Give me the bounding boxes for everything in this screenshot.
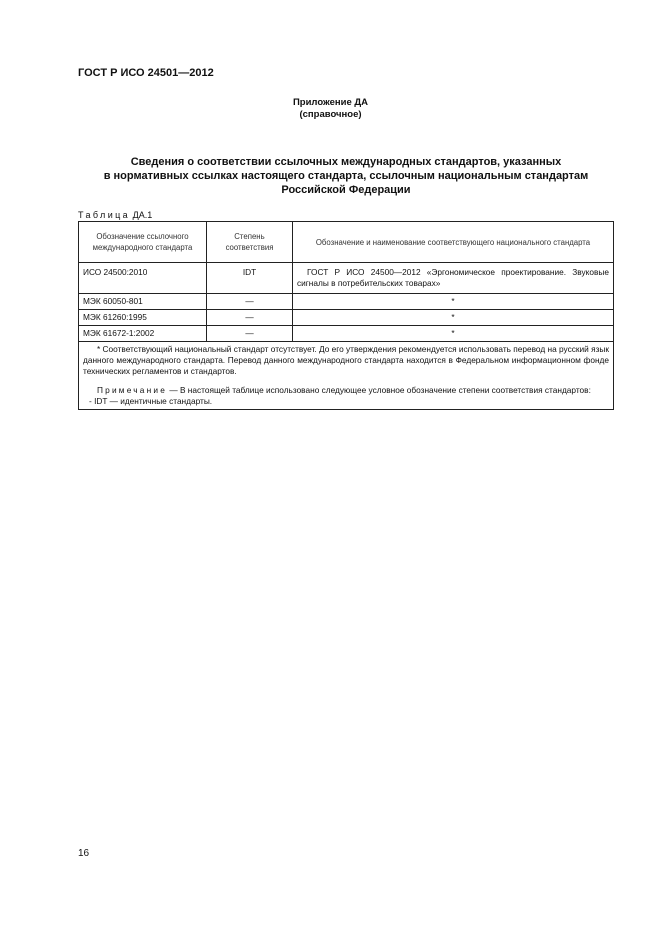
header-degree: Степень соответствия <box>207 222 293 263</box>
table-footnote: * Соответствующий национальный стандарт отсутствует. До его утверждения рекомендуется использовать перевод на русский язык данного международного стандарта. Перевод данного международного стандарта находится в Федеральном информационном фонде технических регламентов и стандартов. <box>83 344 609 376</box>
header-national-standard: Обозначение и наименование соответствующего национального стандарта <box>293 222 614 263</box>
cell-ref-standard: МЭК 60050-801 <box>79 294 207 310</box>
table-caption-id: ДА.1 <box>132 210 153 220</box>
section-title <box>78 155 614 197</box>
section-title-line: в нормативных ссылках настоящего стандарта, ссылочным национальным стандартам <box>103 170 589 182</box>
reference-table <box>78 221 614 410</box>
cell-ref-standard: ИСО 24500:2010 <box>79 263 207 294</box>
table-row <box>79 310 614 326</box>
cell-degree: — <box>207 326 293 342</box>
cell-national-standard: * <box>293 326 614 342</box>
cell-ref-standard: МЭК 61260:1995 <box>79 310 207 326</box>
page-number: 16 <box>78 848 90 859</box>
cell-degree: — <box>207 310 293 326</box>
note-text: — В настоящей таблице использовано следующее условное обозначение степени соответствия стандартов: <box>169 385 591 395</box>
note-item: - IDT — идентичные стандарты. <box>89 396 213 406</box>
cell-national-standard: * <box>293 294 614 310</box>
table-caption <box>78 210 152 220</box>
annex-title: Приложение ДА <box>292 97 369 108</box>
header-ref-standard: Обозначение ссылочного международного стандарта <box>79 222 207 263</box>
table-row <box>79 263 614 294</box>
note-label: Примечание <box>97 385 168 395</box>
cell-ref-standard: МЭК 61672-1:2002 <box>79 326 207 342</box>
section-title-line: Российской Федерации <box>281 184 411 196</box>
annex-type: (справочное) <box>299 109 362 120</box>
cell-national-standard: * <box>293 310 614 326</box>
table-row <box>79 326 614 342</box>
cell-national-standard: ГОСТ Р ИСО 24500—2012 «Эргономическое проектирование. Звуковые сигналы в потребительских товарах» <box>293 263 614 294</box>
table-notes-row <box>79 342 614 410</box>
table-note <box>83 385 609 396</box>
table-header-row <box>79 222 614 263</box>
cell-degree: IDT <box>207 263 293 294</box>
table-caption-word: Таблица <box>78 210 131 220</box>
table-row <box>79 294 614 310</box>
section-title-line: Сведения о соответствии ссылочных международных стандартов, указанных <box>130 156 562 168</box>
cell-degree: — <box>207 294 293 310</box>
table-notes <box>79 342 614 410</box>
document-header: ГОСТ Р ИСО 24501—2012 <box>78 67 214 79</box>
